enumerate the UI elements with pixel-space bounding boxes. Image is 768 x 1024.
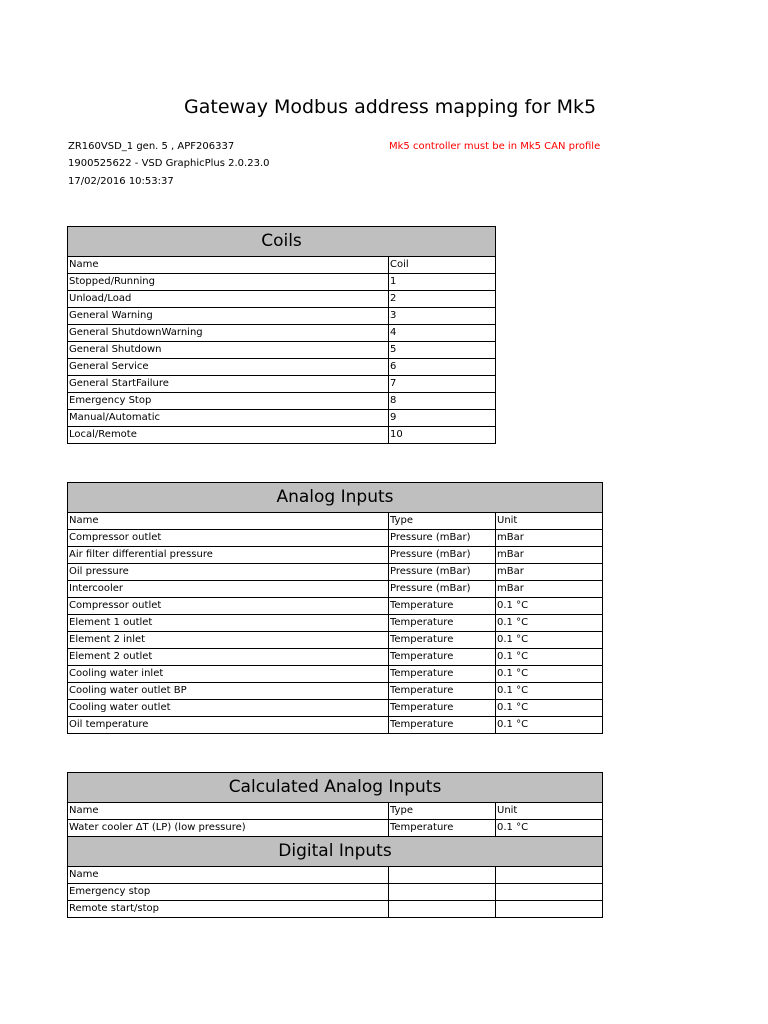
signal-name-cell: Air filter differential pressure: [68, 547, 389, 564]
analog-inputs-heading: Analog Inputs: [68, 483, 603, 513]
blank-cell: [496, 884, 603, 901]
calculated-analog-inputs-column-header-row: [68, 803, 603, 820]
signal-name-cell: Compressor outlet: [68, 530, 389, 547]
analog-input-row: [68, 700, 603, 717]
signal-name-cell: Remote start/stop: [68, 901, 389, 918]
analog-input-row: [68, 598, 603, 615]
blank-cell: [496, 901, 603, 918]
signal-type-cell: Pressure (mBar): [389, 564, 496, 581]
signal-name-cell: Element 1 outlet: [68, 615, 389, 632]
coil-row: [68, 427, 496, 444]
blank-cell: [389, 901, 496, 918]
analog-input-row: [68, 632, 603, 649]
signal-unit-cell: mBar: [496, 581, 603, 598]
coils-table: [67, 226, 496, 444]
coil-name-cell: General Shutdown: [68, 342, 389, 359]
column-header-name: Name: [68, 257, 389, 274]
column-header-name: Name: [68, 513, 389, 530]
signal-type-cell: Temperature: [389, 649, 496, 666]
column-header-coil: Coil: [389, 257, 496, 274]
signal-unit-cell: 0.1 °C: [496, 632, 603, 649]
column-header-type: Type: [389, 803, 496, 820]
analog-input-row: [68, 615, 603, 632]
analog-input-row: [68, 683, 603, 700]
coil-number-cell: 7: [389, 376, 496, 393]
signal-type-cell: Temperature: [389, 683, 496, 700]
coil-row: [68, 359, 496, 376]
coil-name-cell: General Service: [68, 359, 389, 376]
column-header-blank: [389, 867, 496, 884]
analog-input-row: [68, 564, 603, 581]
analog-inputs-table: [67, 482, 603, 734]
page-title-text: Gateway Modbus address mapping for Mk5: [184, 96, 597, 118]
signal-unit-cell: 0.1 °C: [496, 666, 603, 683]
signal-name-cell: Element 2 outlet: [68, 649, 389, 666]
coil-number-cell: 9: [389, 410, 496, 427]
signal-unit-cell: 0.1 °C: [496, 649, 603, 666]
coil-row: [68, 325, 496, 342]
coil-number-cell: 1: [389, 274, 496, 291]
coil-name-cell: General ShutdownWarning: [68, 325, 389, 342]
coil-row: [68, 274, 496, 291]
signal-type-cell: Pressure (mBar): [389, 581, 496, 598]
analog-input-row: [68, 547, 603, 564]
coil-name-cell: Stopped/Running: [68, 274, 389, 291]
meta-software-line: 1900525622 - VSD GraphicPlus 2.0.23.0: [68, 158, 270, 169]
blank-cell: [389, 884, 496, 901]
signal-unit-cell: 0.1 °C: [496, 615, 603, 632]
profile-warning-note: Mk5 controller must be in Mk5 CAN profile: [389, 141, 601, 152]
coil-number-cell: 10: [389, 427, 496, 444]
column-header-blank: [496, 867, 603, 884]
signal-type-cell: Temperature: [389, 632, 496, 649]
signal-unit-cell: mBar: [496, 564, 603, 581]
coil-row: [68, 308, 496, 325]
coil-row: [68, 376, 496, 393]
signal-type-cell: Temperature: [389, 615, 496, 632]
signal-name-cell: Oil pressure: [68, 564, 389, 581]
signal-type-cell: Temperature: [389, 598, 496, 615]
signal-type-cell: Temperature: [389, 717, 496, 734]
signal-unit-cell: 0.1 °C: [496, 820, 603, 837]
signal-unit-cell: 0.1 °C: [496, 598, 603, 615]
coil-number-cell: 6: [389, 359, 496, 376]
analog-input-row: [68, 530, 603, 547]
coil-row: [68, 410, 496, 427]
signal-unit-cell: 0.1 °C: [496, 717, 603, 734]
analog-input-row: [68, 649, 603, 666]
column-header-unit: Unit: [496, 803, 603, 820]
column-header-unit: Unit: [496, 513, 603, 530]
coil-name-cell: Local/Remote: [68, 427, 389, 444]
digital-input-row: [68, 901, 603, 918]
coil-row: [68, 291, 496, 308]
coil-row: [68, 342, 496, 359]
signal-unit-cell: 0.1 °C: [496, 700, 603, 717]
signal-unit-cell: mBar: [496, 547, 603, 564]
coil-name-cell: Unload/Load: [68, 291, 389, 308]
signal-unit-cell: 0.1 °C: [496, 683, 603, 700]
analog-input-row: [68, 717, 603, 734]
digital-inputs-heading: Digital Inputs: [68, 837, 603, 867]
signal-type-cell: Temperature: [389, 820, 496, 837]
signal-name-cell: Cooling water outlet BP: [68, 683, 389, 700]
coil-name-cell: General StartFailure: [68, 376, 389, 393]
coil-name-cell: Manual/Automatic: [68, 410, 389, 427]
meta-device-line: ZR160VSD_1 gen. 5 , APF206337: [68, 141, 235, 152]
coils-heading: Coils: [68, 227, 496, 257]
analog-input-row: [68, 666, 603, 683]
analog-input-row: [68, 581, 603, 598]
column-header-name: Name: [68, 803, 389, 820]
coil-name-cell: General Warning: [68, 308, 389, 325]
coil-number-cell: 8: [389, 393, 496, 410]
signal-name-cell: Compressor outlet: [68, 598, 389, 615]
column-header-type: Type: [389, 513, 496, 530]
signal-name-cell: Element 2 inlet: [68, 632, 389, 649]
signal-name-cell: Emergency stop: [68, 884, 389, 901]
signal-type-cell: Pressure (mBar): [389, 547, 496, 564]
signal-name-cell: Water cooler ΔT (LP) (low pressure): [68, 820, 389, 837]
coil-number-cell: 5: [389, 342, 496, 359]
calculated-analog-inputs-heading: Calculated Analog Inputs: [68, 773, 603, 803]
digital-inputs-column-header-row: [68, 867, 603, 884]
signal-type-cell: Temperature: [389, 666, 496, 683]
calculated-and-digital-inputs-table: [67, 772, 603, 918]
page-title: [0, 94, 604, 124]
signal-name-cell: Oil temperature: [68, 717, 389, 734]
signal-type-cell: Pressure (mBar): [389, 530, 496, 547]
column-header-name: Name: [68, 867, 389, 884]
calculated-analog-input-row: [68, 820, 603, 837]
analog-inputs-column-header-row: [68, 513, 603, 530]
coil-row: [68, 393, 496, 410]
coils-column-header-row: [68, 257, 496, 274]
signal-name-cell: Intercooler: [68, 581, 389, 598]
meta-timestamp-line: 17/02/2016 10:53:37: [68, 176, 174, 187]
coil-number-cell: 4: [389, 325, 496, 342]
coil-number-cell: 3: [389, 308, 496, 325]
signal-type-cell: Temperature: [389, 700, 496, 717]
coil-number-cell: 2: [389, 291, 496, 308]
signal-name-cell: Cooling water inlet: [68, 666, 389, 683]
coil-name-cell: Emergency Stop: [68, 393, 389, 410]
signal-name-cell: Cooling water outlet: [68, 700, 389, 717]
signal-unit-cell: mBar: [496, 530, 603, 547]
digital-input-row: [68, 884, 603, 901]
